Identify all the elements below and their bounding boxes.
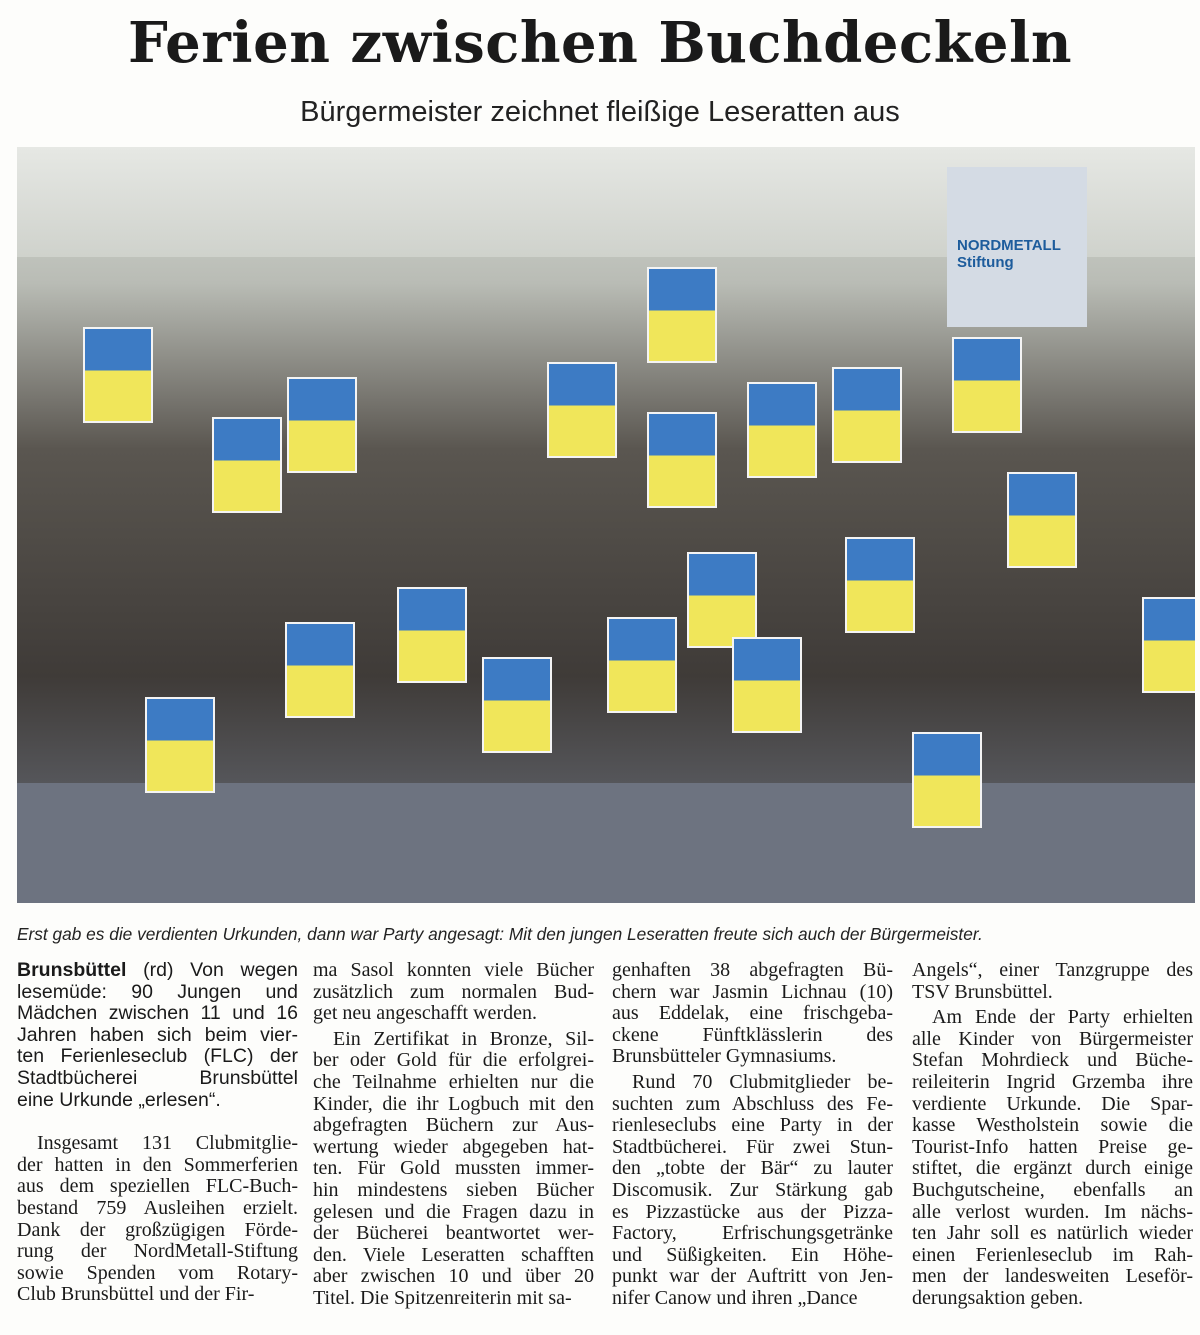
line-text: ber oder Gold für die erfolgrei- [313, 1049, 594, 1072]
line-text: Angels“, einer Tanzgruppe des [912, 959, 1193, 981]
text-line [313, 1223, 594, 1245]
line-text: Am Ende der Party erhielten [932, 1006, 1193, 1029]
text-line [912, 1223, 1193, 1245]
certificate [912, 732, 982, 828]
line-text: men der landesweiten Leseför- [912, 1265, 1193, 1288]
certificate [647, 412, 717, 508]
line-text: Factory, Erfrischungsgetränke [612, 1222, 893, 1245]
line-text: aus Eddelak, eine frischgeba- [612, 1002, 893, 1025]
line-text: Stefan Mohrdieck und Büche- [912, 1049, 1193, 1072]
article-paragraph [912, 960, 1193, 1003]
certificate [482, 657, 552, 753]
article-paragraph [313, 1029, 594, 1310]
text-line [912, 982, 1193, 1004]
article-column-2 [313, 960, 594, 1310]
line-text: reileiterin Ingrid Grzemba ihre [912, 1070, 1193, 1093]
text-line [612, 1158, 893, 1180]
paragraph-gap [17, 1111, 298, 1133]
certificate [145, 697, 215, 793]
line-text: (rd) Von wegen [126, 959, 298, 981]
text-line [313, 960, 594, 982]
text-line [612, 1137, 893, 1159]
line-text: alle verlost wurden. Im nächs- [912, 1200, 1193, 1223]
line-text: lesemüde: 90 Jungen und [17, 980, 298, 1003]
line-text: den. Viele Leseratten schafften [313, 1243, 594, 1266]
dateline: Brunsbüttel [17, 959, 127, 981]
text-line [17, 1155, 298, 1177]
certificate [747, 382, 817, 478]
line-text: hin mindestens sieben Bücher [313, 1178, 594, 1201]
text-line [313, 1266, 594, 1288]
certificate [607, 617, 677, 713]
article-column-4 [912, 960, 1193, 1310]
line-text: Club Brunsbüttel und der Fir- [17, 1283, 255, 1306]
text-line [17, 1046, 298, 1068]
text-line [912, 1158, 1193, 1180]
line-text: kasse Westholstein sowie die [912, 1114, 1193, 1137]
line-text: suchten zum Abschluss des Fe- [612, 1092, 893, 1115]
text-line [313, 1245, 594, 1267]
line-text: ten. Für Gold mussten immer- [313, 1157, 594, 1180]
line-text: wertung wieder abgegeben hat- [313, 1135, 594, 1158]
sponsor-banner [947, 167, 1087, 327]
text-line [313, 1202, 594, 1224]
text-line [313, 1029, 594, 1051]
text-line [912, 1202, 1193, 1224]
certificate [845, 537, 915, 633]
text-line [313, 1072, 594, 1094]
text-line [313, 1288, 594, 1310]
text-line [17, 1025, 298, 1047]
text-line [912, 1072, 1193, 1094]
line-text: es Pizzastücke aus der Pizza- [612, 1200, 893, 1223]
text-line [313, 1094, 594, 1116]
article-paragraph [17, 960, 298, 1111]
text-line [912, 1029, 1193, 1051]
text-line [612, 1072, 893, 1094]
certificate [287, 377, 357, 473]
line-text: bestand 759 Ausleihen erzielt. [17, 1196, 298, 1219]
line-text: aber zwischen 10 und über 20 [313, 1265, 594, 1288]
line-text: gelesen und die Fragen dazu in [313, 1200, 594, 1223]
text-line [612, 960, 893, 982]
line-text: Rund 70 Clubmitglieder be- [632, 1070, 893, 1093]
line-text: aus dem speziellen FLC-Buch- [17, 1175, 298, 1198]
line-text: derungsaktion geben. [912, 1286, 1084, 1309]
text-line [17, 1263, 298, 1285]
text-line [313, 1050, 594, 1072]
line-text: ma Sasol konnten viele Bücher [313, 959, 594, 981]
line-text: Tourist-Info hatten Preise ge- [912, 1135, 1193, 1158]
text-line [17, 1220, 298, 1242]
text-line [17, 960, 298, 982]
text-line [612, 1115, 893, 1137]
line-text: abgefragten Büchern zur Aus- [313, 1114, 594, 1137]
line-text: einen Ferienleseclub im Rah- [912, 1243, 1193, 1266]
line-text: rung der NordMetall-Stiftung [17, 1240, 298, 1263]
text-line [17, 1133, 298, 1155]
article-paragraph [612, 1072, 893, 1310]
text-line [17, 1198, 298, 1220]
certificate [397, 587, 467, 683]
line-text: der Bücherei beantwortet wer- [313, 1222, 594, 1245]
line-text: verdiente Urkunde. Die Spar- [912, 1092, 1193, 1115]
line-text: rienleseclubs eine Party in der [612, 1114, 893, 1137]
line-text: Discomusik. Zur Stärkung gab [612, 1178, 893, 1201]
text-line [612, 1266, 893, 1288]
line-text: ten Ferienleseclub (FLC) der [17, 1045, 298, 1068]
photo-caption: Erst gab es die verdienten Urkunden, dann war Party angesagt: Mit den jungen Leseratten freute sich auch der Bürgermeister. [17, 924, 983, 944]
line-text: stiftet, die ergänzt durch einige [912, 1157, 1193, 1180]
group-photo [17, 147, 1195, 903]
text-line [912, 1050, 1193, 1072]
line-text: Jahren haben sich beim vier- [17, 1023, 298, 1046]
line-text: zusätzlich zum normalen Bud- [313, 980, 594, 1003]
line-text: sowie Spenden vom Rotary- [17, 1261, 298, 1284]
text-line [912, 960, 1193, 982]
line-text: den „tobte der Bär“ zu lauter [612, 1157, 893, 1180]
photo-floor [17, 783, 1195, 903]
line-text: Kinder, die ihr Logbuch mit den [313, 1092, 594, 1115]
line-text: ten Jahr soll es natürlich wieder [912, 1222, 1193, 1245]
headline: Ferien zwischen Buchdeckeln [127, 10, 1073, 76]
line-text: nifer Canow und ihren „Dance [612, 1286, 858, 1309]
text-line [17, 1284, 298, 1306]
line-text: Titel. Die Spitzenreiterin mit sa- [313, 1286, 572, 1309]
text-line [17, 1241, 298, 1263]
text-line [912, 1007, 1193, 1029]
text-line [912, 1245, 1193, 1267]
text-line [313, 982, 594, 1004]
certificate [547, 362, 617, 458]
line-text: alle Kinder von Bürgermeister [912, 1027, 1193, 1050]
text-line [912, 1137, 1193, 1159]
line-text: Buchgutscheine, ebenfalls an [912, 1178, 1193, 1201]
text-line [612, 1202, 893, 1224]
line-text: und Süßigkeiten. Ein Höhe- [612, 1243, 893, 1266]
article-column-3 [612, 960, 893, 1310]
text-line [313, 1180, 594, 1202]
line-text: Insgesamt 131 Clubmitglie- [37, 1132, 298, 1155]
text-line [17, 982, 298, 1004]
certificate [83, 327, 153, 423]
article-paragraph [912, 1007, 1193, 1309]
text-line [612, 1223, 893, 1245]
certificate [212, 417, 282, 513]
text-line [313, 1137, 594, 1159]
line-text: Stadtbücherei Brunsbüttel [17, 1066, 298, 1089]
text-line [17, 1176, 298, 1198]
text-line [612, 1025, 893, 1047]
line-text: punkt war der Auftritt von Jen- [612, 1265, 893, 1288]
line-text: chern war Jasmin Lichnau (10) [612, 980, 893, 1003]
text-line [313, 1158, 594, 1180]
certificate [952, 337, 1022, 433]
subheadline: Bürgermeister zeichnet fleißige Leseratten aus [300, 96, 900, 128]
certificate [1142, 597, 1195, 693]
text-line [912, 1115, 1193, 1137]
article-paragraph [313, 960, 594, 1025]
text-line [612, 1288, 893, 1310]
certificate [285, 622, 355, 718]
article-paragraph [17, 1133, 298, 1306]
line-text: ckene Fünftklässlerin des [612, 1023, 893, 1046]
text-line [612, 1245, 893, 1267]
line-text: Mädchen zwischen 11 und 16 [17, 1002, 298, 1025]
line-text: Brunsbütteler Gymnasiums. [612, 1045, 837, 1068]
text-line [17, 1090, 298, 1112]
line-text: Dank der großzügigen Förde- [17, 1218, 298, 1241]
line-text: che Teilnahme erhielten nur die [313, 1070, 594, 1093]
text-line [912, 1180, 1193, 1202]
article-paragraph [612, 960, 893, 1068]
line-text: genhaften 38 abgefragten Bü- [612, 959, 893, 981]
line-text: TSV Brunsbüttel. [912, 980, 1053, 1003]
banner-text: NORDMETALL Stiftung [957, 237, 1061, 271]
text-line [612, 1094, 893, 1116]
certificate [687, 552, 757, 648]
text-line [612, 1180, 893, 1202]
certificate [647, 267, 717, 363]
certificate [1007, 472, 1077, 568]
text-line [612, 982, 893, 1004]
text-line [612, 1046, 893, 1068]
text-line [912, 1288, 1193, 1310]
certificate [832, 367, 902, 463]
text-line [912, 1094, 1193, 1116]
text-line [313, 1115, 594, 1137]
article-column-1 [17, 960, 298, 1306]
line-text: get neu angeschafft werden. [313, 1002, 537, 1025]
line-text: der hatten in den Sommerferien [17, 1153, 298, 1176]
line-text: Stadtbücherei. Für zwei Stun- [612, 1135, 893, 1158]
line-text: Ein Zertifikat in Bronze, Sil- [333, 1027, 594, 1050]
text-line [912, 1266, 1193, 1288]
line-text: eine Urkunde „erlesen“. [17, 1088, 221, 1111]
text-line [17, 1068, 298, 1090]
certificate [732, 637, 802, 733]
text-line [17, 1003, 298, 1025]
text-line [612, 1003, 893, 1025]
text-line [313, 1003, 594, 1025]
